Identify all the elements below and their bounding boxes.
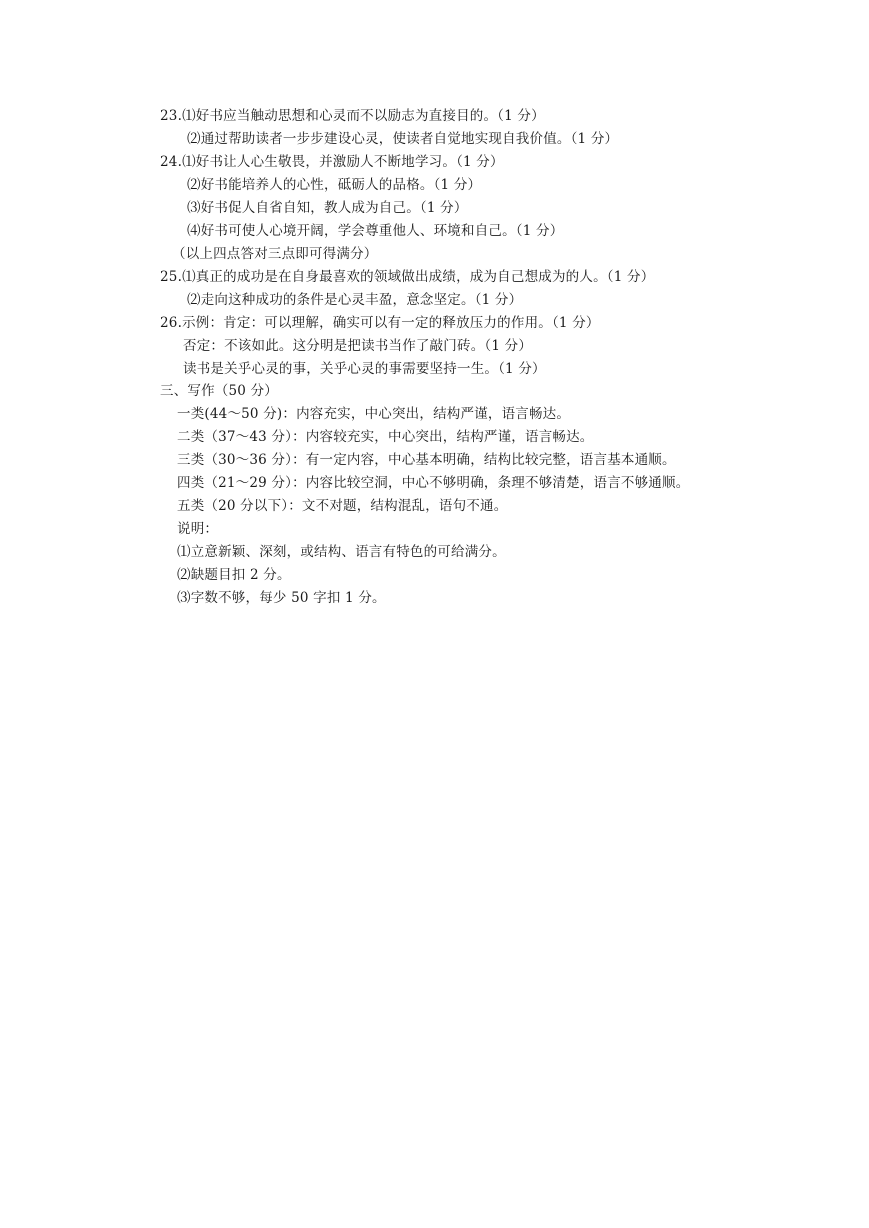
q25-answer-2: ⑵走向这种成功的条件是心灵丰盈，意念坚定。（1 分） xyxy=(187,292,523,308)
writing-category-3: 三类（30～36 分）：有一定内容，中心基本明确，结构比较完整，语言基本通顺。 xyxy=(177,452,676,468)
q24-answer-2: ⑵好书能培养人的心性，砥砺人的品格。（1 分） xyxy=(187,177,482,193)
writing-explain-label: 说明： xyxy=(177,521,219,537)
writing-section-heading: 三、写作（50 分） xyxy=(160,383,278,399)
writing-category-2: 二类（37～43 分）：内容较充实，中心突出，结构严谨，语言畅达。 xyxy=(177,429,594,445)
q25-answer-1: 25.⑴真正的成功是在自身最喜欢的领域做出成绩，成为自己想成为的人。（1 分） xyxy=(160,269,655,285)
q24-scoring-note: （以上四点答对三点即可得满分） xyxy=(172,246,378,262)
q24-answer-3: ⑶好书促人自省自知，教人成为自己。（1 分） xyxy=(187,200,468,216)
q23-answer-2: ⑵通过帮助读者一步步建设心灵，使读者自觉地实现自我价值。（1 分） xyxy=(187,131,619,147)
q26-answer-1: 26.示例：肯定：可以理解，确实可以有一定的释放压力的作用。（1 分） xyxy=(160,315,600,331)
writing-explain-3: ⑶字数不够，每少 50 字扣 1 分。 xyxy=(177,590,386,606)
q23-answer-1: 23.⑴好书应当触动思想和心灵而不以励志为直接目的。（1 分） xyxy=(160,108,545,124)
q24-answer-1: 24.⑴好书让人心生敬畏，并激励人不断地学习。（1 分） xyxy=(160,154,504,170)
writing-explain-2: ⑵缺题目扣 2 分。 xyxy=(177,567,291,583)
writing-category-1: 一类(44～50 分)：内容充实，中心突出，结构严谨，语言畅达。 xyxy=(177,406,571,422)
q26-answer-3: 读书是关乎心灵的事，关乎心灵的事需要坚持一生。（1 分） xyxy=(183,361,546,377)
writing-category-5: 五类（20 分以下）：文不对题，结构混乱，语句不通。 xyxy=(177,498,508,514)
q26-answer-2: 否定：不该如此。这分明是把读书当作了敲门砖。（1 分） xyxy=(183,338,533,354)
writing-category-4: 四类（21～29 分）：内容比较空洞，中心不够明确，条理不够清楚，语言不够通顺。 xyxy=(177,475,690,491)
writing-explain-1: ⑴立意新颖、深刻，或结构、语言有特色的可给满分。 xyxy=(177,544,506,560)
q24-answer-4: ⑷好书可使人心境开阔，学会尊重他人、环境和自己。（1 分） xyxy=(187,223,564,239)
